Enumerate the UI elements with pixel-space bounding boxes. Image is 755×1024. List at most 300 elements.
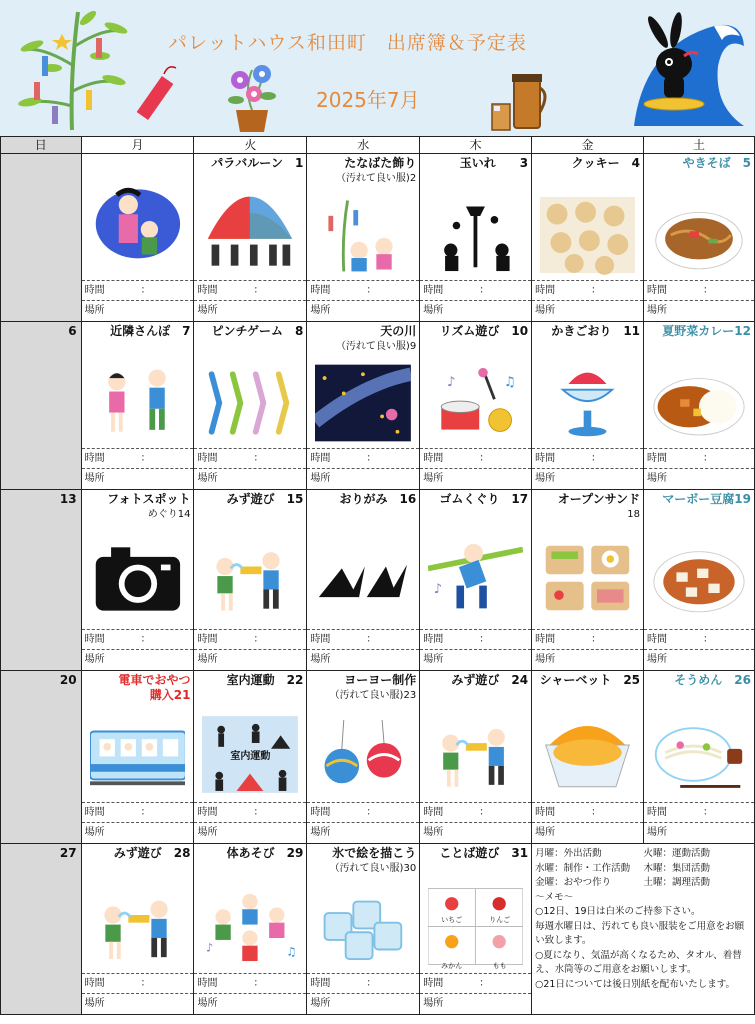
- place-label: 場所: [647, 473, 668, 484]
- time-entry[interactable]: [420, 973, 531, 993]
- place-label: 場所: [535, 827, 556, 838]
- place-entry[interactable]: [194, 822, 306, 842]
- origami-crane-icon: [315, 530, 411, 626]
- activity-illustration: [315, 190, 411, 280]
- activity-illustration: [202, 526, 298, 629]
- morning-glory-icon: [224, 60, 280, 134]
- place-label: 場所: [310, 998, 331, 1009]
- barley-tea-icon: [488, 70, 550, 134]
- day-cell: [194, 490, 307, 671]
- activity-illustration: [540, 190, 635, 280]
- day-cell: [307, 322, 420, 490]
- page-title: パレットハウス和田町 出席簿＆予定表: [168, 32, 527, 54]
- place-label: 場所: [310, 473, 331, 484]
- time-entry[interactable]: [307, 448, 419, 468]
- time-entry[interactable]: [82, 973, 194, 993]
- time-colon: ：: [140, 285, 151, 296]
- day-cell: [420, 490, 532, 671]
- time-colon: ：: [591, 634, 602, 645]
- time-colon: ：: [253, 285, 264, 296]
- event-name: 玉いれ 3: [459, 156, 529, 170]
- time-entry[interactable]: [420, 802, 531, 822]
- time-entry[interactable]: [532, 629, 643, 649]
- event-title: [420, 671, 531, 688]
- time-colon: ：: [479, 285, 490, 296]
- time-colon: ：: [479, 978, 490, 989]
- event-name: おりがみ 16: [339, 492, 417, 506]
- time-label: 時間: [535, 453, 556, 464]
- day-cell: [644, 322, 755, 490]
- place-entry[interactable]: [420, 300, 531, 320]
- event-title: [644, 671, 754, 688]
- event-title: [194, 671, 306, 688]
- time-entry[interactable]: [307, 973, 419, 993]
- time-colon: ：: [591, 285, 602, 296]
- event-title: [82, 490, 194, 522]
- sunday-date: 20: [1, 671, 82, 844]
- event-title: [644, 322, 754, 339]
- body-play-icon: [202, 880, 298, 973]
- place-entry[interactable]: [82, 649, 194, 669]
- time-colon: ：: [479, 634, 490, 645]
- time-entry[interactable]: [420, 448, 531, 468]
- illustration-caption: 室内運動: [230, 751, 271, 762]
- event-name: シャーベット 25: [539, 673, 641, 687]
- weekday-header: 火: [194, 137, 307, 154]
- time-colon: ：: [591, 807, 602, 818]
- weekday-header-row: [1, 137, 755, 154]
- weekday-activity: 木曜：集団活動: [643, 862, 711, 874]
- place-entry[interactable]: [420, 822, 531, 842]
- time-label: 時間: [647, 453, 668, 464]
- time-colon: ：: [366, 453, 377, 464]
- time-label: 時間: [310, 634, 331, 645]
- time-entry[interactable]: [532, 280, 643, 300]
- place-entry[interactable]: [644, 300, 754, 320]
- day-cell: [307, 154, 420, 322]
- event-note: （汚れて良い服)30: [329, 863, 417, 874]
- time-entry[interactable]: [644, 802, 754, 822]
- event-name: 体あそび 29: [226, 846, 304, 860]
- water-gun-icon: [202, 530, 298, 626]
- clothespin-icon: [202, 358, 298, 448]
- place-label: 場所: [84, 998, 105, 1009]
- weekday-header: 月: [81, 137, 194, 154]
- place-label: 場所: [310, 305, 331, 316]
- open-sandwich-icon: [540, 530, 635, 626]
- word-card-label: もも: [492, 962, 507, 970]
- place-entry[interactable]: [644, 649, 754, 669]
- event-name: 氷で絵を描こう: [332, 846, 417, 860]
- event-note: （汚れて良い服)23: [329, 690, 417, 701]
- time-entry[interactable]: [644, 629, 754, 649]
- activity-illustration: [652, 190, 746, 280]
- time-entry[interactable]: [194, 802, 306, 822]
- event-name: マーボー豆腐19: [662, 492, 751, 506]
- milky-way-icon: [315, 358, 411, 448]
- memo-note: ○21日については後日別紙を配布いたします。: [535, 978, 736, 990]
- weekday-activity: 土曜：調理活動: [643, 877, 711, 888]
- time-label: 時間: [310, 807, 331, 818]
- event-name: ピンチゲーム 8: [211, 324, 304, 338]
- event-note: 購入21: [149, 688, 191, 702]
- tanabata-princess-icon: [90, 175, 186, 265]
- time-colon: ：: [140, 807, 151, 818]
- time-label: 時間: [423, 453, 444, 464]
- place-label: 場所: [197, 998, 218, 1009]
- event-name: みず遊び 28: [113, 846, 191, 860]
- week-row: [1, 671, 755, 844]
- activity-illustration: [202, 190, 298, 280]
- day-cell: [307, 671, 420, 844]
- activity-illustration: [90, 526, 186, 629]
- place-entry[interactable]: [420, 993, 531, 1013]
- event-name: 夏野菜カレー12: [662, 324, 751, 338]
- time-label: 時間: [535, 285, 556, 296]
- place-entry[interactable]: [194, 468, 306, 488]
- tanzaku-icon: [128, 64, 188, 124]
- time-label: 時間: [84, 453, 105, 464]
- event-title: [82, 844, 194, 861]
- time-label: 時間: [647, 634, 668, 645]
- event-title: [82, 322, 194, 339]
- event-name: そうめん 26: [674, 673, 751, 687]
- place-entry[interactable]: [532, 649, 643, 669]
- week-row: [1, 490, 755, 671]
- weekly-schedule-row: [535, 862, 752, 877]
- place-label: 場所: [535, 473, 556, 484]
- day-cell: [420, 154, 532, 322]
- time-entry[interactable]: [82, 802, 194, 822]
- place-entry[interactable]: [307, 300, 419, 320]
- time-entry[interactable]: [82, 448, 194, 468]
- event-title: [82, 671, 194, 703]
- day-cell: [307, 490, 420, 671]
- time-colon: ：: [591, 453, 602, 464]
- event-note: （汚れて良い服)9: [335, 341, 417, 352]
- time-colon: ：: [253, 453, 264, 464]
- place-label: 場所: [647, 654, 668, 665]
- time-entry[interactable]: [307, 280, 419, 300]
- time-entry[interactable]: [532, 802, 643, 822]
- time-label: 時間: [423, 978, 444, 989]
- walking-kids-icon: [90, 358, 186, 448]
- event-name: かきごおり 11: [551, 324, 641, 338]
- event-title: [194, 154, 306, 171]
- memo-heading: 〜メモ〜: [535, 891, 574, 903]
- place-entry[interactable]: [307, 822, 419, 842]
- time-entry[interactable]: [644, 280, 754, 300]
- train-icon: [90, 707, 186, 802]
- weekday-header: 金: [532, 137, 644, 154]
- bamboo-tree-icon: [12, 6, 132, 132]
- event-title: [82, 154, 194, 156]
- day-cell: [81, 490, 194, 671]
- time-entry[interactable]: [307, 802, 419, 822]
- time-entry[interactable]: [194, 629, 306, 649]
- place-entry[interactable]: [82, 300, 194, 320]
- event-title: [194, 844, 306, 861]
- place-entry[interactable]: [82, 822, 194, 842]
- place-label: 場所: [423, 654, 444, 665]
- time-label: 時間: [197, 978, 218, 989]
- place-entry[interactable]: [420, 649, 531, 669]
- event-name: フォトスポット: [107, 492, 191, 506]
- event-title: [420, 322, 531, 339]
- time-entry[interactable]: [307, 629, 419, 649]
- svg-text:♪: ♪: [206, 940, 214, 955]
- place-label: 場所: [423, 305, 444, 316]
- time-label: 時間: [197, 634, 218, 645]
- time-entry[interactable]: [194, 448, 306, 468]
- event-title: [532, 154, 643, 171]
- event-title: [307, 844, 419, 876]
- water-gun-icon: [428, 707, 523, 802]
- activity-illustration: [652, 707, 746, 802]
- curry-icon: [652, 358, 746, 448]
- place-entry[interactable]: [307, 649, 419, 669]
- parachute-icon: [202, 190, 298, 280]
- weekday-activity: 金曜：おやつ作り: [535, 877, 612, 888]
- time-label: 時間: [310, 453, 331, 464]
- event-name: リズム遊び 10: [439, 324, 529, 338]
- event-name: ことば遊び 31: [439, 846, 529, 860]
- week-row: [1, 844, 755, 1015]
- activity-illustration: [540, 526, 635, 629]
- place-label: 場所: [84, 654, 105, 665]
- weekly-schedule-row: [535, 847, 752, 862]
- time-colon: ：: [140, 978, 151, 989]
- place-label: 場所: [647, 827, 668, 838]
- sunday-date: 6: [1, 322, 82, 490]
- activity-illustration: [428, 358, 523, 448]
- event-name: クッキー 4: [571, 156, 641, 170]
- place-label: 場所: [535, 654, 556, 665]
- header-banner: [0, 0, 755, 136]
- place-entry[interactable]: [532, 822, 643, 842]
- event-name: パラバルーン 1: [211, 156, 304, 170]
- activity-illustration: [540, 707, 635, 802]
- event-note: 18: [627, 509, 641, 520]
- event-name: やきそば 5: [682, 156, 751, 170]
- day-cell: [194, 154, 307, 322]
- place-label: 場所: [647, 305, 668, 316]
- memo-note: ○夏になり、気温が高くなるため、タオル、着替え、水筒等のご用意をお願いします。: [535, 949, 742, 975]
- weekday-activity: 火曜：運動活動: [643, 848, 711, 859]
- event-title: [307, 154, 419, 186]
- yakisoba-icon: [652, 190, 746, 280]
- activity-illustration: [652, 358, 746, 448]
- time-colon: ：: [366, 285, 377, 296]
- time-colon: ：: [703, 285, 714, 296]
- event-title: [532, 671, 643, 688]
- event-title: [194, 490, 306, 507]
- ice-cube-icon: [315, 880, 411, 973]
- place-entry[interactable]: [194, 993, 306, 1013]
- time-colon: ：: [366, 978, 377, 989]
- time-entry[interactable]: [420, 280, 531, 300]
- week-row: [1, 154, 755, 322]
- place-entry[interactable]: [82, 993, 194, 1013]
- activity-illustration: [428, 190, 523, 280]
- time-entry[interactable]: [194, 280, 306, 300]
- memo-box: [532, 844, 755, 1015]
- water-gun-icon: [90, 880, 186, 973]
- time-label: 時間: [84, 285, 105, 296]
- place-entry[interactable]: [532, 468, 643, 488]
- activity-illustration: [428, 880, 523, 973]
- place-label: 場所: [310, 827, 331, 838]
- activity-illustration: [540, 358, 635, 448]
- activity-illustration: [202, 707, 298, 802]
- weekday-header: 日: [1, 137, 82, 154]
- place-label: 場所: [197, 654, 218, 665]
- day-cell: [532, 490, 644, 671]
- day-cell: [532, 322, 644, 490]
- weekday-header: 木: [420, 137, 532, 154]
- time-colon: ：: [366, 807, 377, 818]
- limbo-icon: [428, 530, 523, 626]
- day-cell: [644, 154, 755, 322]
- activity-illustration: [90, 707, 186, 802]
- day-cell: [532, 154, 644, 322]
- word-card-label: りんご: [489, 915, 511, 924]
- weekday-activity: 月曜：外出活動: [535, 848, 602, 859]
- place-entry[interactable]: [532, 300, 643, 320]
- sherbet-icon: [540, 707, 635, 802]
- memo-note: ○12日、19日は白米のご持参下さい。: [535, 906, 701, 917]
- activity-illustration: [202, 358, 298, 448]
- time-colon: ：: [703, 453, 714, 464]
- weekday-header: 土: [644, 137, 755, 154]
- event-name: 室内運動 22: [226, 673, 304, 687]
- activity-illustration: [90, 880, 186, 973]
- sunday-date: 27: [1, 844, 82, 1015]
- event-name: オープンサンド: [557, 492, 641, 506]
- cookie-icon: [540, 190, 635, 280]
- time-entry[interactable]: [194, 973, 306, 993]
- event-name: 電車でおやつ: [118, 673, 191, 687]
- mapo-tofu-icon: [652, 530, 746, 626]
- activity-illustration: [315, 358, 411, 448]
- time-label: 時間: [310, 978, 331, 989]
- day-cell: [81, 844, 194, 1015]
- attendance-calendar: [0, 136, 755, 1015]
- activity-illustration: [652, 526, 746, 629]
- activity-illustration: [202, 880, 298, 973]
- time-label: 時間: [535, 807, 556, 818]
- word-card-label: いちご: [441, 915, 463, 924]
- place-entry[interactable]: [82, 468, 194, 488]
- event-title: [307, 490, 419, 507]
- camera-icon: [90, 530, 186, 626]
- day-cell: [420, 844, 532, 1015]
- place-label: 場所: [84, 827, 105, 838]
- place-entry[interactable]: [420, 468, 531, 488]
- event-name: ゴムくぐり 17: [439, 492, 529, 506]
- shaved-ice-icon: [540, 358, 635, 448]
- day-cell: [307, 844, 420, 1015]
- event-title: [644, 154, 754, 171]
- time-label: 時間: [423, 285, 444, 296]
- time-label: 時間: [535, 634, 556, 645]
- event-title: [532, 490, 643, 522]
- event-name: 天の川: [380, 324, 417, 338]
- time-colon: ：: [253, 634, 264, 645]
- place-entry[interactable]: [644, 468, 754, 488]
- weekday-activity: 水曜：制作・工作活動: [535, 862, 631, 874]
- activity-illustration: [90, 358, 186, 448]
- time-colon: ：: [140, 453, 151, 464]
- place-entry[interactable]: [307, 993, 419, 1013]
- place-entry[interactable]: [644, 822, 754, 842]
- ball-toss-icon: [428, 190, 523, 280]
- day-cell: [532, 671, 644, 844]
- time-label: 時間: [84, 807, 105, 818]
- activity-illustration: [90, 160, 186, 280]
- place-entry[interactable]: [194, 300, 306, 320]
- activity-illustration: [315, 707, 411, 802]
- event-title: [420, 490, 531, 507]
- time-colon: ：: [479, 807, 490, 818]
- day-cell: [420, 671, 532, 844]
- weekly-schedule-row: [535, 876, 752, 891]
- time-colon: ：: [703, 634, 714, 645]
- activity-illustration: [428, 526, 523, 629]
- time-label: 時間: [84, 978, 105, 989]
- place-label: 場所: [423, 998, 444, 1009]
- time-entry[interactable]: [532, 448, 643, 468]
- word-card-label: みかん: [441, 962, 463, 970]
- day-cell: [420, 322, 532, 490]
- time-colon: ：: [366, 634, 377, 645]
- day-cell: [81, 671, 194, 844]
- svg-text:♫: ♫: [504, 374, 517, 390]
- memo-note: 毎週水曜日は、汚れても良い服装をご用意をお願い致します。: [535, 920, 745, 946]
- event-name: みず遊び 24: [451, 673, 529, 687]
- time-colon: ：: [253, 807, 264, 818]
- drum-icon: [428, 358, 523, 448]
- place-entry[interactable]: [307, 468, 419, 488]
- place-label: 場所: [197, 827, 218, 838]
- event-name: たなばた飾り: [344, 156, 417, 170]
- event-title: [194, 322, 306, 339]
- place-label: 場所: [423, 473, 444, 484]
- time-entry[interactable]: [644, 448, 754, 468]
- time-entry[interactable]: [82, 280, 194, 300]
- activity-illustration: [315, 880, 411, 973]
- day-cell: [194, 671, 307, 844]
- weekday-header: 水: [307, 137, 420, 154]
- event-name: ヨーヨー制作: [344, 673, 417, 687]
- svg-text:♪: ♪: [447, 374, 456, 390]
- time-label: 時間: [423, 807, 444, 818]
- place-entry[interactable]: [194, 649, 306, 669]
- place-label: 場所: [535, 305, 556, 316]
- bamboo-decoration-icon: [315, 190, 411, 280]
- time-colon: ：: [479, 453, 490, 464]
- place-label: 場所: [197, 305, 218, 316]
- place-label: 場所: [423, 827, 444, 838]
- time-entry[interactable]: [420, 629, 531, 649]
- event-note: めぐり14: [147, 509, 191, 520]
- svg-text:♪: ♪: [433, 581, 443, 597]
- day-cell: [194, 322, 307, 490]
- time-label: 時間: [197, 453, 218, 464]
- activity-illustration: [315, 526, 411, 629]
- sunday-date: [1, 154, 82, 322]
- time-entry[interactable]: [82, 629, 194, 649]
